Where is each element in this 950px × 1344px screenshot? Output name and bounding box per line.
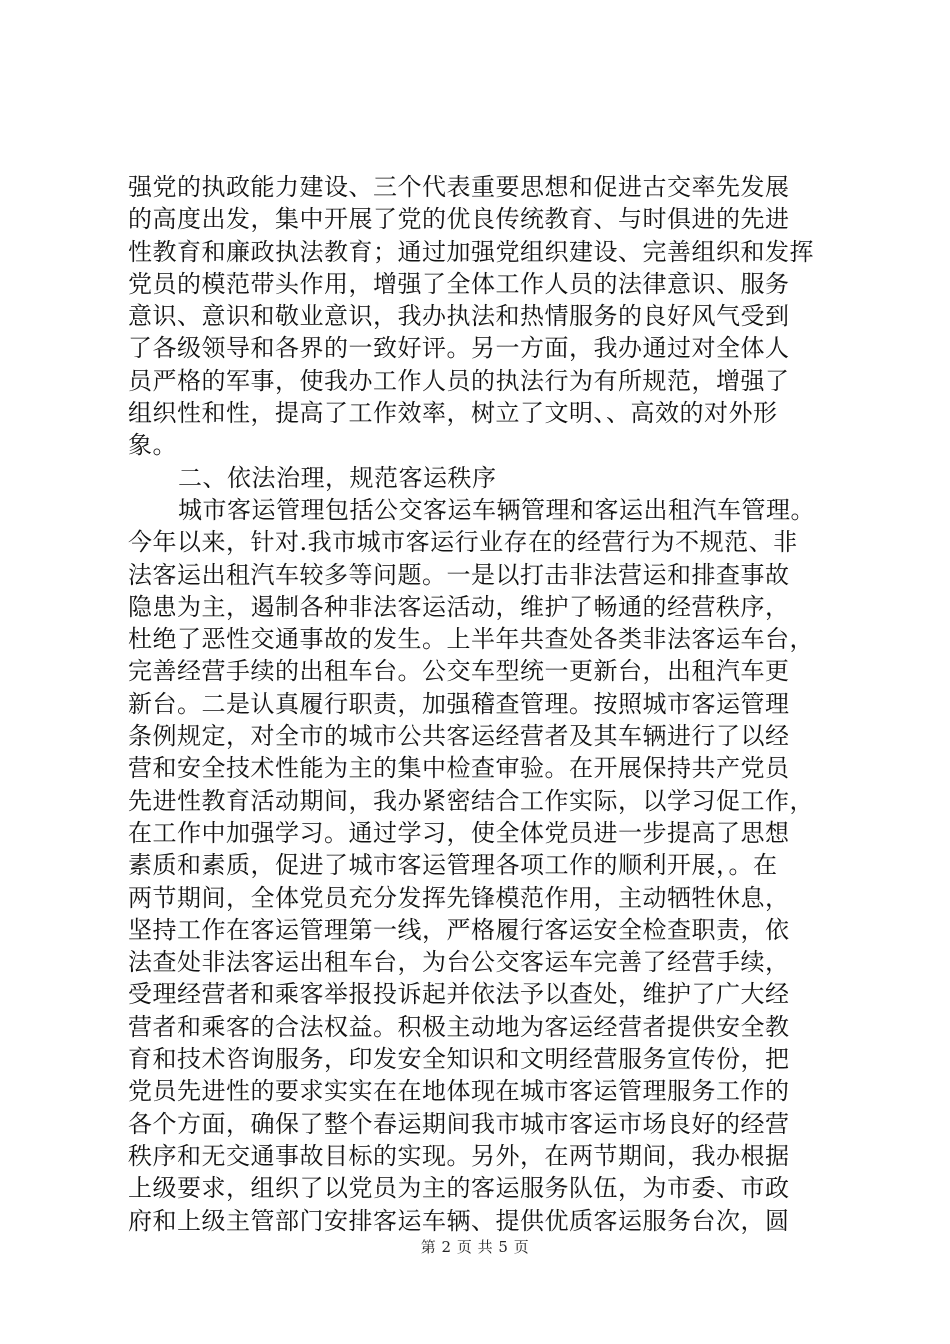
text-line: 组织性和性，提高了工作效率，树立了文明、、高效的对外形	[128, 399, 778, 428]
text-line: 秩序和无交通事故目标的实现。另外，在两节期间，我办根据	[128, 1141, 790, 1170]
text-line: 育和技术咨询服务，印发安全知识和文明经营服务宣传份，把	[128, 1045, 790, 1074]
text-line: 隐患为主，遏制各种非法客运活动，维护了畅通的经营秩序，	[128, 592, 790, 621]
text-line: 性教育和廉政执法教育；通过加强党组织建设、完善组织和发挥	[128, 237, 814, 266]
text-line: 条例规定，对全市的城市公共客运经营者及其车辆进行了以经	[128, 722, 790, 751]
text-line: 党员的模范带头作用，增强了全体工作人员的法律意识、服务	[128, 269, 790, 298]
text-line: 杜绝了恶性交通事故的发生。上半年共查处各类非法客运车台，	[128, 625, 814, 654]
text-line: 坚持工作在客运管理第一线，严格履行客运安全检查职责，依	[128, 915, 790, 944]
text-line: 在工作中加强学习。通过学习，使全体党员进一步提高了思想	[128, 818, 790, 847]
text-line: 府和上级主管部门安排客运车辆、提供优质客运服务台次，圆	[128, 1206, 790, 1235]
text-line: 各个方面，确保了整个春运期间我市城市客运市场良好的经营	[128, 1109, 790, 1138]
text-line: 法客运出租汽车较多等问题。一是以打击非法营运和排查事故	[128, 560, 790, 589]
text-line: 完善经营手续的出租车台。公交车型统一更新台，出租汽车更	[128, 657, 790, 686]
text-line: 新台。二是认真履行职责，加强稽查管理。按照城市客运管理	[128, 689, 790, 718]
text-line: 先进性教育活动期间，我办紧密结合工作实际，以学习促工作，	[128, 786, 814, 815]
document-body	[128, 171, 848, 1237]
text-line: 法查处非法客运出租车台，为台公交客运车完善了经营手续，	[128, 948, 790, 977]
text-line: 上级要求，组织了以党员为主的客运服务队伍，为市委、市政	[128, 1174, 790, 1203]
text-line: 今年以来，针对.我市城市客运行业存在的经营行为不规范、非	[128, 528, 798, 557]
text-line: 营者和乘客的合法权益。积极主动地为客运经营者提供安全教	[128, 1012, 790, 1041]
text-line: 员严格的军事，使我办工作人员的执法行为有所规范，增强了	[128, 366, 790, 395]
page-footer: 第 2 页 共 5 页	[420, 1238, 530, 1256]
paragraph-start-line: 二、依法治理，规范客运秩序	[178, 463, 497, 492]
text-line: 两节期间，全体党员充分发挥先锋模范作用，主动牺牲休息，	[128, 883, 790, 912]
text-line: 受理经营者和乘客举报投诉起并依法予以查处，维护了广大经	[128, 980, 790, 1009]
paragraph-start-line: 城市客运管理包括公交客运车辆管理和客运出租汽车管理。	[178, 495, 815, 524]
text-line: 强党的执政能力建设、三个代表重要思想和促进古交率先发展	[128, 173, 790, 201]
text-line: 的高度出发，集中开展了党的优良传统教育、与时俱进的先进	[128, 205, 790, 234]
text-line: 素质和素质，促进了城市客运管理各项工作的顺利开展，。在	[128, 851, 778, 880]
text-line: 营和安全技术性能为主的集中检查审验。在开展保持共产党员	[128, 754, 790, 783]
text-line: 意识、意识和敬业意识，我办执法和热情服务的良好风气受到	[128, 302, 790, 331]
text-line: 象。	[128, 431, 177, 460]
text-line: 了各级领导和各界的一致好评。另一方面，我办通过对全体人	[128, 334, 790, 363]
text-line: 党员先进性的要求实实在在地体现在城市客运管理服务工作的	[128, 1077, 790, 1106]
